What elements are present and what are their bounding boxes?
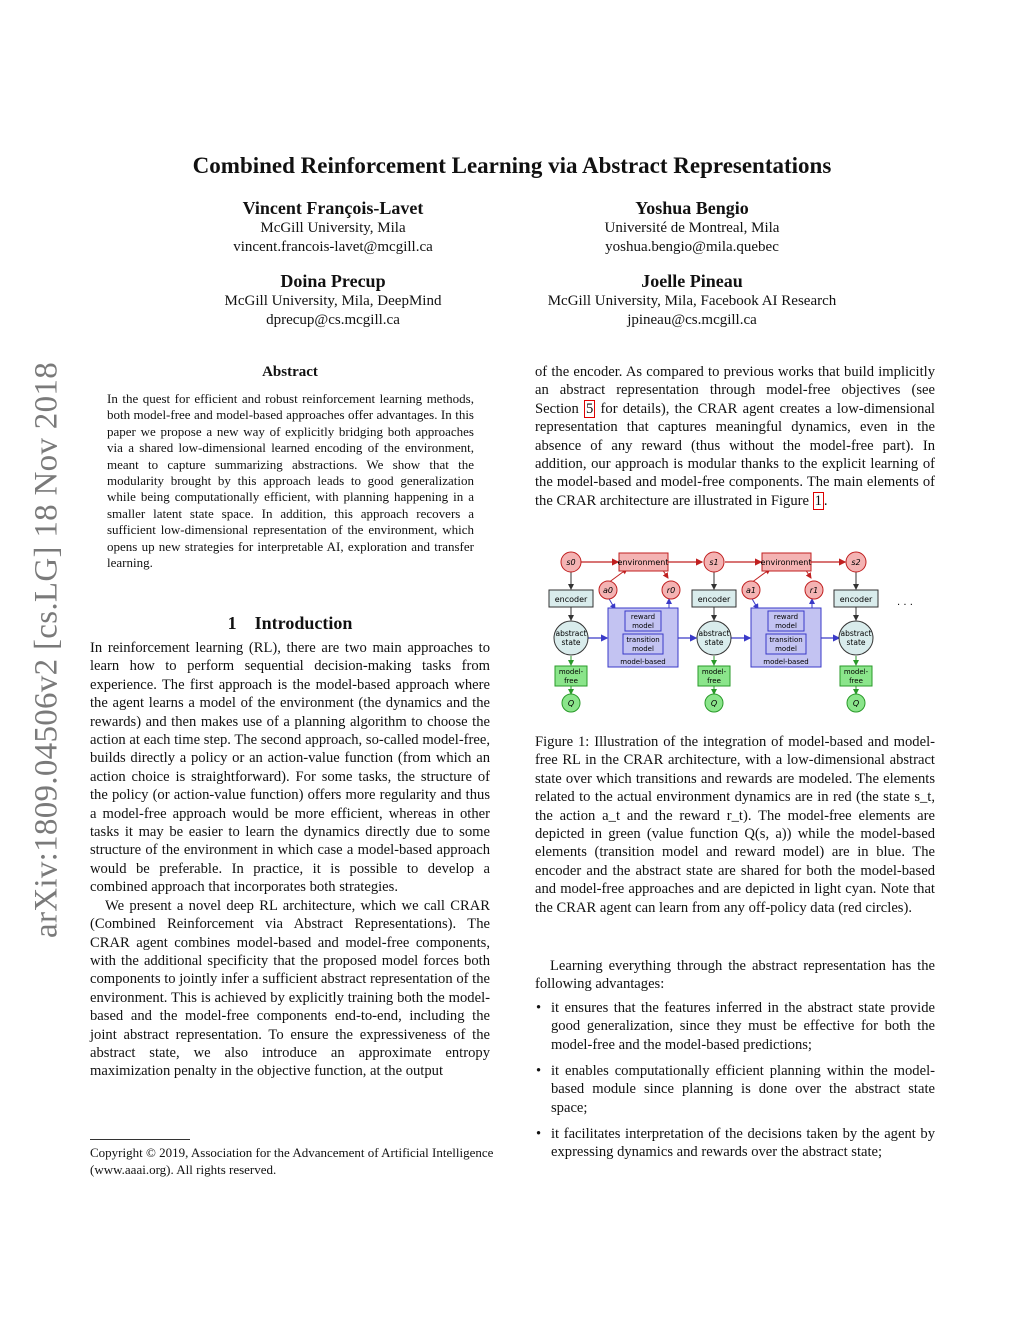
introduction-body	[90, 639, 490, 1081]
action-label: a1	[746, 586, 756, 595]
figure-caption: Figure 1: Illustration of the integration of model-based and model-free RL in the CRAR architecture, with a low-dimensional abstract state over which transitions and rewards are modeled. The elements related to the actual environment dynamics are in red (the state s_t, the action a_t and the reward r_t). The model-free elements are depicted in green (value function Q(s, a)) while the model-based elements (transition model and reward model) are in blue. The encoder and the abstract state are shared for both the model-based and model-free approaches and are depicted in light cyan. Note that the CRAR agent can learn from any off-policy data (red circles).	[535, 734, 935, 916]
section-title: Introduction	[254, 613, 353, 633]
abstract-state-label: state	[846, 638, 866, 647]
reward-label: r1	[809, 586, 819, 595]
author-name: Doina Precup	[280, 271, 386, 291]
transition-model-label: model	[632, 645, 654, 653]
section-reference-link[interactable]: 5	[586, 400, 594, 417]
encoder-label: encoder	[697, 595, 731, 604]
transition-model-label: transition	[769, 636, 803, 644]
author-name: Yoshua Bengio	[635, 198, 749, 218]
author-email: dprecup@cs.mcgill.ca	[266, 312, 400, 328]
intro-paragraph: We present a novel deep RL architecture, which we call CRAR (Combined Reinforcement via Abstract Representations). The CRAR agent combines model-based and model-free components, with the additional specificity that the proposed model forces both components to jointly infer a sufficient abstract representation of the environment. This is achieved by explicitly training both the model-based and the model-free components end-to-end, including the joint abstract representation. To ensure the expressiveness of the abstract state, we also introduce an approximate entropy maximization penalty in the objective function, at the output	[90, 897, 490, 1080]
bullet-marker: •	[536, 1000, 542, 1016]
author-name: Vincent François-Lavet	[242, 198, 424, 218]
bullet-text: it enables computationally efficient planning within the model-based module since planning is done over the abstract state space;	[551, 1063, 935, 1116]
environment-label: environment	[760, 558, 812, 567]
advantage-bullet	[535, 1062, 935, 1117]
paper-title: Combined Reinforcement Learning via Abstract Representations	[192, 153, 832, 178]
section-number: 1	[227, 613, 237, 633]
abstract-text: In the quest for efficient and robust reinforcement learning methods, both model-free and model-based approaches offer advantages. In this paper we propose a new way of explicitly bridging both approaches via a shared low-dimensional learned encoding of the environment, meant to capture summarizing abstractions. We show that the modularity brought by this approach leads to good generalization while being computationally efficient, with planning happening in a smaller latent state space. In addition, this approach recovers a sufficient low-dimensional representation of the environment, which opens up new strategies for interpretable AI, exploration and transfer learning.	[107, 391, 474, 571]
model-based-label: model-based	[620, 658, 666, 666]
crar-architecture-figure	[535, 545, 935, 715]
arxiv-identifier	[25, 350, 69, 950]
author-block	[472, 197, 912, 257]
author-email: vincent.francois-lavet@mcgill.ca	[233, 239, 433, 255]
copyright-footnote: Copyright © 2019, Association for the Advancement of Artificial Intelligence (www.aaai.org). All rights reserved.	[90, 1145, 494, 1177]
author-affiliation: McGill University, Mila, Facebook AI Research	[547, 293, 837, 309]
abstract-state-label: abstract	[840, 629, 872, 638]
reward-model-label: reward	[630, 613, 656, 621]
section-heading	[90, 613, 490, 634]
model-free-label: model-	[558, 668, 584, 676]
state-label: s0	[566, 558, 576, 567]
author-affiliation: McGill University, Mila, DeepMind	[224, 293, 442, 309]
action-label: a0	[603, 586, 613, 595]
transition-model-label: model	[775, 645, 797, 653]
advantage-bullet	[535, 999, 935, 1054]
bullet-marker: •	[536, 1063, 542, 1079]
reward-model-label: reward	[773, 613, 799, 621]
reward-label: r0	[666, 586, 676, 595]
author-affiliation: McGill University, Mila	[260, 220, 406, 236]
abstract-heading: Abstract	[262, 364, 318, 380]
model-free-label: model-	[843, 668, 869, 676]
state-label: s2	[851, 558, 861, 567]
advantages-intro: Learning everything through the abstract representation has the following advantages:	[535, 958, 935, 993]
bullet-text: it facilitates interpretation of the decisions taken by the agent by expressing dynamics and rewards over the abstract state;	[551, 1126, 935, 1161]
reward-model-label: model	[632, 622, 654, 630]
q-value-label: Q	[710, 699, 718, 708]
author-affiliation: Université de Montreal, Mila	[604, 220, 780, 236]
arxiv-label: arXiv:1809.04506v2 [cs.LG] 18 Nov 2018	[28, 362, 65, 938]
state-label: s1	[709, 558, 719, 567]
paragraph-text: of the encoder. As compared to previous works that build implicitly an abstract representation through model-free objectives (see Section	[535, 364, 935, 417]
reward-model-label: model	[775, 622, 797, 630]
abstract-state-label: abstract	[555, 629, 587, 638]
model-free-label: free	[707, 677, 721, 685]
author-block	[472, 270, 912, 330]
abstract-state-label: state	[704, 638, 724, 647]
author-email: jpineau@cs.mcgill.ca	[627, 312, 757, 328]
q-value-label: Q	[567, 699, 575, 708]
author-name: Joelle Pineau	[641, 271, 743, 291]
abstract-state-label: state	[561, 638, 581, 647]
transition-model-label: transition	[626, 636, 660, 644]
intro-paragraph: In reinforcement learning (RL), there are two main approaches to learn how to perform sequential decision-making tasks from experience. The first approach is the model-based approach where the agent learns a model of the environment (the dynamics and the rewards) and then makes use of a planning algorithm to choose the action at each time step. The second approach, so-called model-free, builds directly a policy or an action-value function (from which an action choice is straightforward). For some tasks, the structure of the policy (or action-value function) offers more regularity and thus a model-free approach would be more efficient, whereas in other tasks it may be easier to learn the dynamics directly due to some structure of the environment in which case a model-based approach would be preferable. In practice, it is possible to develop a combined approach that incorporates both strategies.	[90, 640, 490, 896]
paragraph-text: .	[823, 492, 828, 509]
abstract-state-label: abstract	[698, 629, 730, 638]
right-column-paragraph	[535, 363, 935, 510]
footnote-rule	[90, 1139, 190, 1140]
environment-label: environment	[617, 558, 669, 567]
continuation-ellipsis: . . .	[897, 597, 913, 608]
bullet-marker: •	[536, 1126, 542, 1142]
q-value-label: Q	[852, 699, 860, 708]
encoder-label: encoder	[839, 595, 873, 604]
model-free-label: free	[564, 677, 578, 685]
paragraph-text: for details), the CRAR agent creates a low-dimensional representation that captures meaningful dynamics, even in the absence of any reward (thus without the model-free part). In addition, our approach is modular thanks to the explicit learning of the model-based and model-free components. The main elements of the CRAR architecture are illustrated in Figure	[535, 400, 935, 509]
encoder-label: encoder	[554, 595, 588, 604]
model-based-label: model-based	[763, 658, 809, 666]
author-email: yoshua.bengio@mila.quebec	[605, 239, 779, 255]
model-free-label: model-	[701, 668, 727, 676]
model-free-label: free	[849, 677, 863, 685]
bullet-text: it ensures that the features inferred in the abstract state provide good generalization, since they must be effective for both the model-free and the model-based predictions;	[551, 1000, 935, 1053]
figure-reference-link[interactable]: 1	[814, 492, 822, 509]
advantage-bullet	[535, 1125, 935, 1162]
